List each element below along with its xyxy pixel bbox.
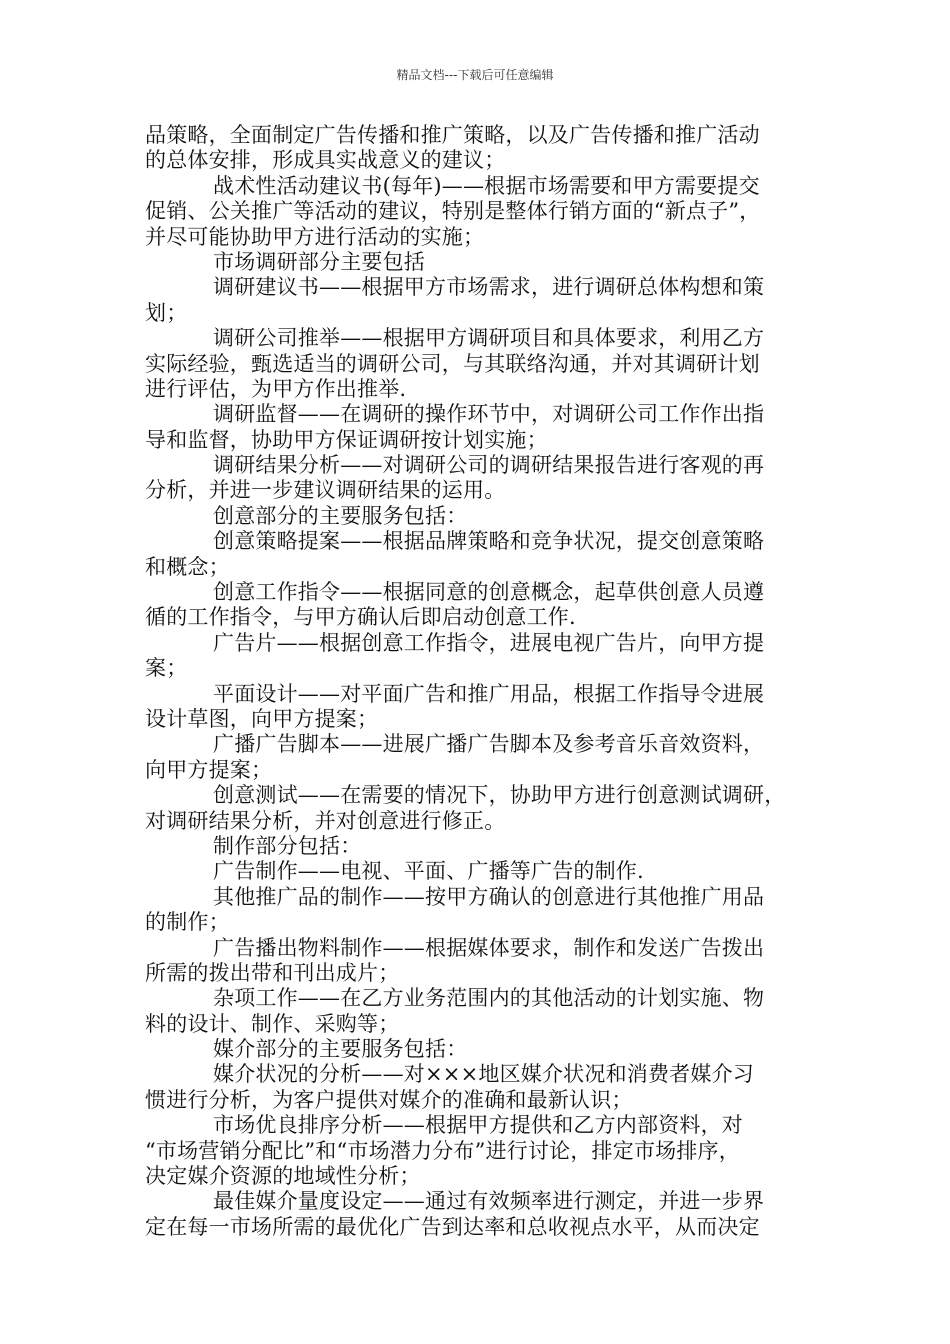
text-line: 划； (145, 300, 188, 325)
text-line: 实际经验，甄选适当的调研公司，与其联络沟通，并对其调研计划 (145, 351, 760, 376)
text-line: 创意测试——在需要的情况下，协助甲方进行创意测试调研， (213, 783, 786, 808)
text-line: 广告播出物料制作——根据媒体要求，制作和发送广告拨出 (213, 935, 765, 960)
text-line: 料的设计、制作、采购等； (145, 1011, 400, 1036)
text-line: 广告制作——电视、平面、广播等广告的制作. (213, 859, 644, 884)
text-line: 平面设计——对平面广告和推广用品，根据工作指导令进展 (213, 681, 765, 706)
text-line: 战术性活动建议书(每年)——根据市场需要和甲方需要提交 (213, 173, 760, 198)
text-line: 向甲方提案； (145, 757, 273, 782)
text-line: 的总体安排，形成具实战意义的建议； (145, 148, 506, 173)
page-header: 精品文档---下载后可任意编辑 (396, 68, 554, 82)
text-line: 制作部分包括： (213, 833, 362, 858)
text-line: 促销、公关推广等活动的建议，特别是整体行销方面的“新点子”， (145, 199, 761, 224)
text-line: 和概念； (145, 554, 230, 579)
text-line: 调研建议书——根据甲方市场需求，进行调研总体构想和策 (213, 275, 765, 300)
text-line: 市场优良排序分析——根据甲方提供和乙方内部资料，对 (213, 1113, 743, 1138)
text-line: 导和监督，协助甲方保证调研按计划实施； (145, 427, 548, 452)
text-line: 媒介部分的主要服务包括： (213, 1037, 468, 1062)
text-line: 循的工作指令，与甲方确认后即启动创意工作. (145, 605, 576, 630)
text-line: 创意工作指令——根据同意的创意概念，起草供创意人员遵 (213, 580, 765, 605)
text-line: 广告片——根据创意工作指令，进展电视广告片，向甲方提 (213, 630, 765, 655)
text-line: 杂项工作——在乙方业务范围内的其他活动的计划实施、物 (213, 986, 765, 1011)
text-line: 案； (145, 656, 188, 681)
text-line: 定在每一市场所需的最优化广告到达率和总收视点水平，从而决定 (145, 1214, 760, 1239)
text-line: 惯进行分析，为客户提供对媒介的准确和最新认识； (145, 1087, 633, 1112)
text-line: 调研公司推举——根据甲方调研项目和具体要求，利用乙方 (213, 326, 765, 351)
text-line: 最佳媒介量度设定——通过有效频率进行测定，并进一步界 (213, 1189, 765, 1214)
text-line: 调研监督——在调研的操作环节中，对调研公司工作作出指 (213, 402, 765, 427)
text-line: 分析，并进一步建议调研结果的运用。 (145, 478, 506, 503)
text-line: 其他推广品的制作——按甲方确认的创意进行其他推广用品 (213, 884, 765, 909)
text-line: 创意部分的主要服务包括： (213, 503, 468, 528)
text-line: 市场调研部分主要包括 (213, 249, 425, 274)
text-line: 广播广告脚本——进展广播广告脚本及参考音乐音效资料， (213, 732, 765, 757)
text-line: 决定媒介资源的地域性分析； (145, 1164, 421, 1189)
text-line: 并尽可能协助甲方进行活动的实施； (145, 224, 485, 249)
text-line: 设计草图，向甲方提案； (145, 706, 379, 731)
text-line: 的制作； (145, 910, 230, 935)
text-line: 对调研结果分析，并对创意进行修正。 (145, 808, 506, 833)
text-line: 品策略，全面制定广告传播和推广策略，以及广告传播和推广活动 (145, 123, 760, 147)
text-line: 调研结果分析——对调研公司的调研结果报告进行客观的再 (213, 453, 765, 478)
text-line: 所需的拨出带和刊出成片； (145, 960, 400, 985)
text-line: 创意策略提案——根据品牌策略和竞争状况，提交创意策略 (213, 529, 765, 554)
text-line: “市场营销分配比”和“市场潜力分布”进行讨论，排定市场排序， (145, 1138, 740, 1163)
text-line: 进行评估，为甲方作出推举. (145, 376, 407, 401)
text-line: 媒介状况的分析——对×××地区媒介状况和消费者媒介习 (213, 1062, 754, 1087)
document-body (145, 123, 817, 1240)
